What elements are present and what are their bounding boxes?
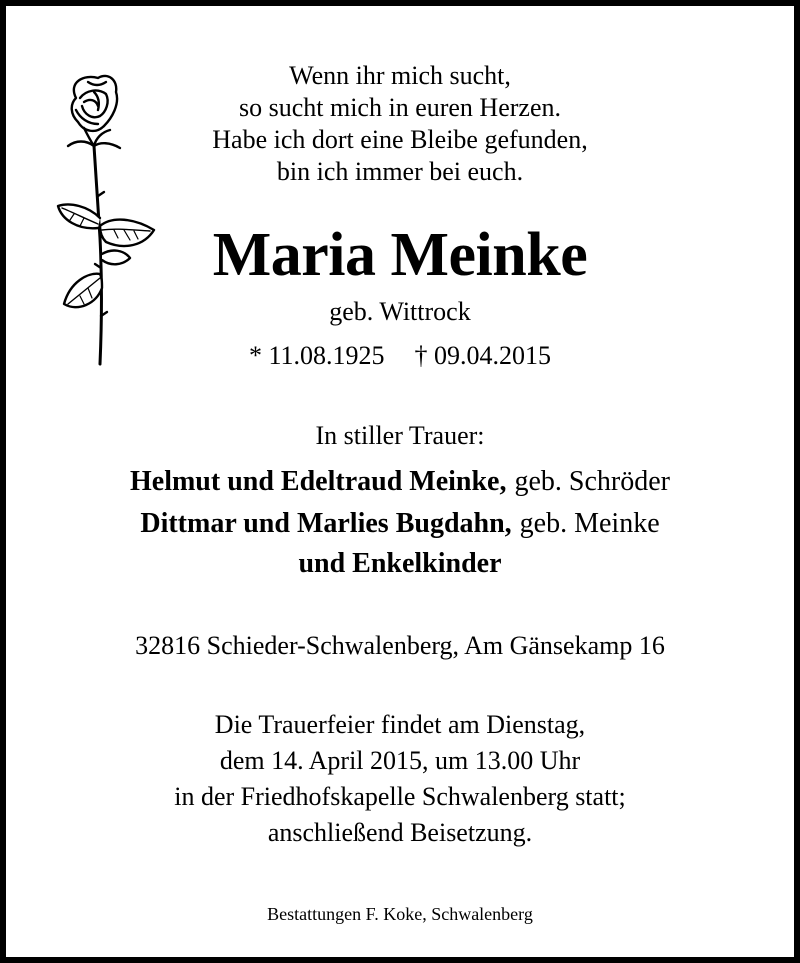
service-line: dem 14. April 2015, um 13.00 Uhr [219,746,581,775]
birth-date: * 11.08.1925 [248,341,385,370]
address: 32816 Schieder-Schwalenberg, Am Gänsekamp 16 [135,631,665,660]
service-line: anschließend Beisetzung. [267,818,533,847]
birth-name: geb. Wittrock [329,297,471,326]
undertaker: Bestattungen F. Koke, Schwalenberg [267,904,533,924]
poem-line: bin ich immer bei euch. [276,157,524,186]
service-line: in der Friedhofskapelle Schwalenberg statt; [174,782,626,811]
service-line: Die Trauerfeier findet am Dienstag, [214,710,586,739]
death-date: † 09.04.2015 [414,341,552,370]
mourner-birth-name: geb. Schröder [514,466,670,497]
mourner-birth-name: geb. Meinke [519,508,660,539]
poem-line: Habe ich dort eine Bleibe gefunden, [212,125,588,154]
mourning-heading: In stiller Trauer: [315,421,485,450]
deceased-name: Maria Meinke [212,221,588,289]
mourner-names: Dittmar und Marlies Bugdahn, [140,508,512,539]
mourner-names: und Enkelkinder [298,548,502,579]
poem-line: Wenn ihr mich sucht, [289,61,511,90]
mourner-line [6,506,794,542]
mourner-names: Helmut und Edeltraud Meinke, [130,466,507,497]
mourner-line [6,546,794,582]
life-dates [6,340,794,372]
poem-line: so sucht mich in euren Herzen. [238,93,561,122]
mourner-line [6,464,794,500]
